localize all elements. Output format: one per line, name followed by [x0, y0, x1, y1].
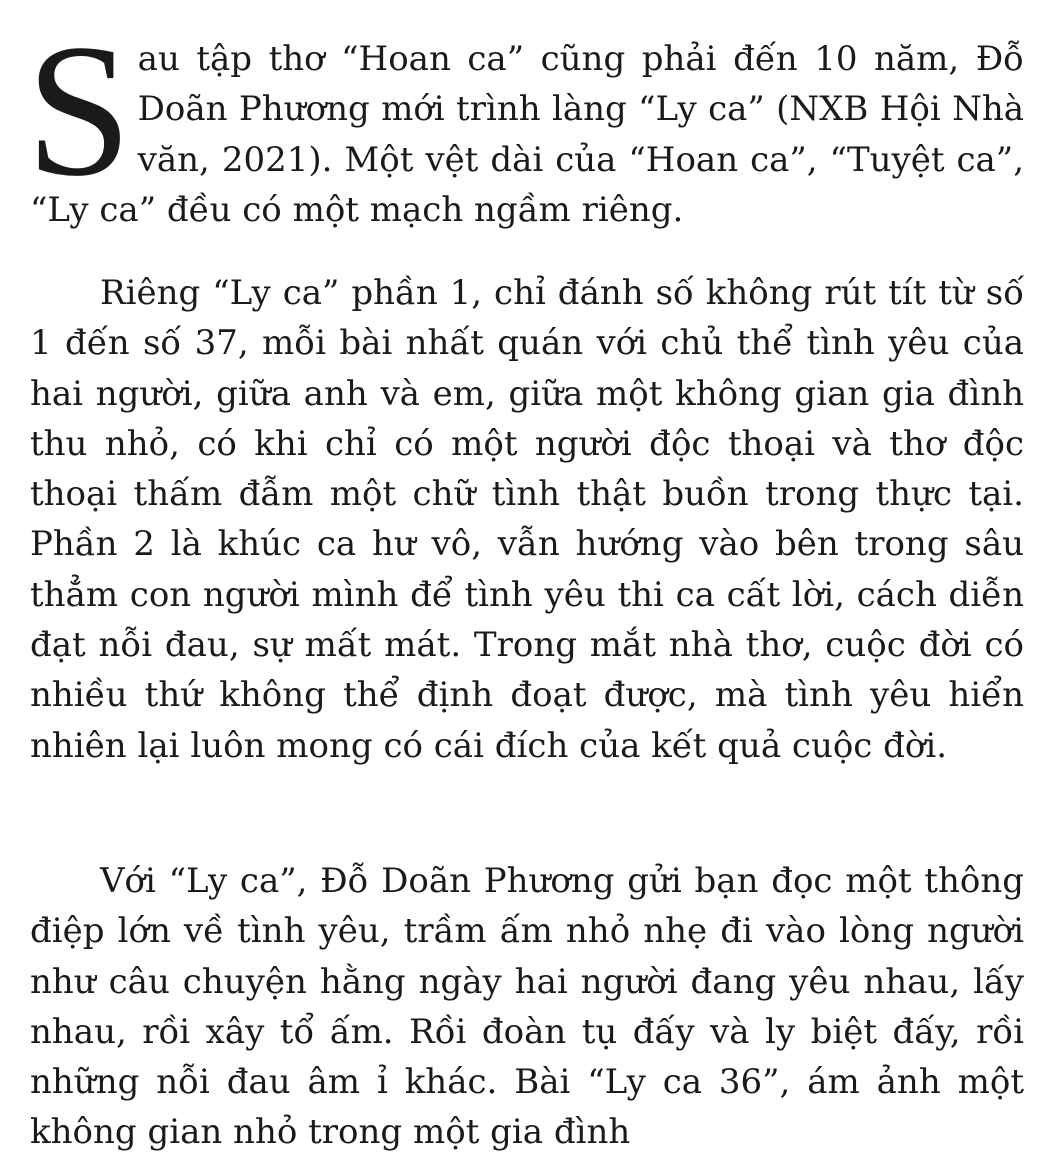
paragraph-intro: [26, 6, 1024, 235]
paragraph-intro-text: au tập thơ “Hoan ca” cũng phải đến 10 năm, Đỗ Doãn Phương mới trình làng “Ly ca” (NXB Hội Nhà văn, 2021). Một vệt dài của “Hoan ca”, “Tuyệt ca”, “Ly ca” đều có một mạch ngầm riêng.: [30, 39, 1024, 230]
drop-cap: S: [26, 6, 132, 216]
paragraph-message: Với “Ly ca”, Đỗ Doãn Phương gửi bạn đọc một thông điệp lớn về tình yêu, trầm ấm nhỏ nhẹ đi vào lòng người như câu chuyện hằng ngày hai người đang yêu nhau, lấy nhau, rồi xây tổ ấm. Rồi đoàn tụ đấy và ly biệt đấy, rồi những nỗi đau âm ỉ khác. Bài “Ly ca 36”, ám ảnh một không gian nhỏ trong một gia đình: [30, 861, 1024, 1153]
paragraph-ly-ca-parts: Riêng “Ly ca” phần 1, chỉ đánh số không rút tít từ số 1 đến số 37, mỗi bài nhất quán với chủ thể tình yêu của hai người, giữa anh và em, giữa một không gian gia đình thu nhỏ, có khi chỉ có một người độc thoại và thơ độc thoại thấm đẫm một chữ tình thật buồn trong thực tại. Phần 2 là khúc ca hư vô, vẫn hướng vào bên trong sâu thẳm con người mình để tình yêu thi ca cất lời, cách diễn đạt nỗi đau, sự mất mát. Trong mắt nhà thơ, cuộc đời có nhiều thứ không thể định đoạt được, mà tình yêu hiển nhiên lại luôn mong có cái đích của kết quả cuộc đời.: [30, 273, 1024, 766]
